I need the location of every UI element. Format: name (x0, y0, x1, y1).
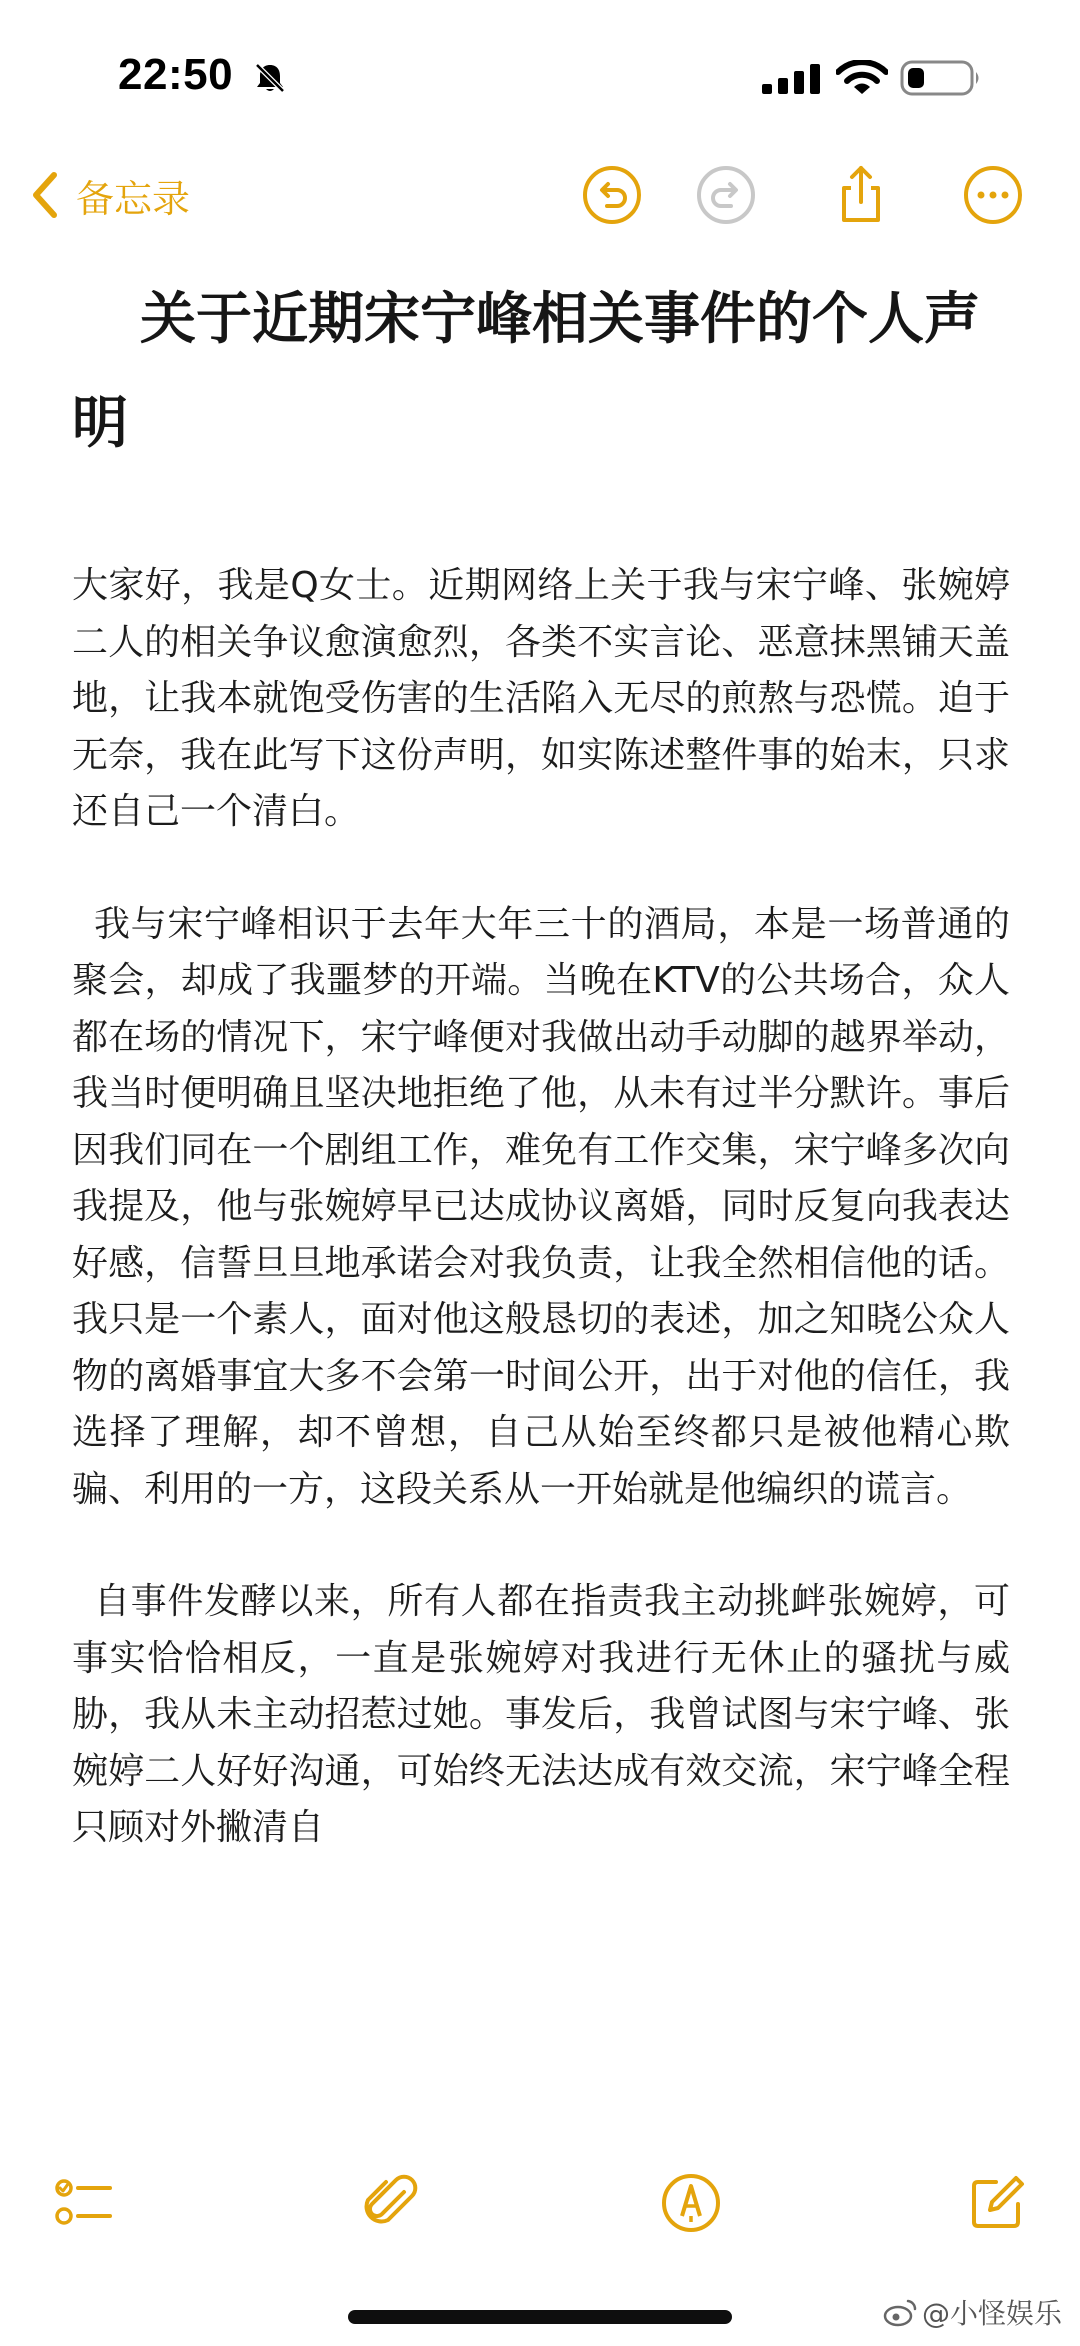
more-icon[interactable] (962, 164, 1024, 226)
markup-icon[interactable] (660, 2172, 722, 2234)
wifi-icon (836, 60, 888, 96)
note-paragraph: 我与宋宁峰相识于去年大年三十的酒局，本是一场普通的聚会，却成了我噩梦的开端。当晚在KTV的公共场合，众人都在场的情况下，宋宁峰便对我做出动手动脚的越界举动，我当时便明确且坚决地拒绝了他，从未有过半分默许。事后因我们同在一个剧组工作，难免有工作交集，宋宁峰多次向我提及，他与张婉婷早已达成协议离婚，同时反复向我表达好感，信誓旦旦地承诺会对我负责，让我全然相信他的话。我只是一个素人，面对他这般恳切的表述，加之知晓公众人物的离婚事宜大多不会第一时间公开，出于对他的信任，我选择了理解，却不曾想，自己从始至终都只是被他精心欺骗、利用的一方，这段关系从一开始就是他编织的谎言。 (72, 903, 1010, 1510)
status-bar (0, 0, 1080, 150)
attachment-icon[interactable] (360, 2172, 422, 2234)
signal-icon (762, 64, 822, 94)
compose-icon[interactable] (966, 2172, 1028, 2234)
back-label: 备忘录 (76, 176, 191, 221)
back-button[interactable] (28, 160, 190, 230)
home-indicator (348, 2310, 732, 2324)
watermark (882, 2292, 1062, 2332)
note-paragraph: 自事件发酵以来，所有人都在指责我主动挑衅张婉婷，可事实恰恰相反，一直是张婉婷对我进行无休止的骚扰与威胁，我从未主动招惹过她。事发后，我曾试图与宋宁峰、张婉婷二人好好沟通，可始终无法达成有效交流，宋宁峰全程只顾对外撇清自 (72, 1581, 1010, 1848)
note-body[interactable] (72, 268, 1010, 1857)
content-fade (0, 2070, 1080, 2160)
share-icon[interactable] (830, 164, 892, 226)
undo-icon[interactable] (581, 164, 643, 226)
weibo-logo-icon (882, 2297, 918, 2327)
note-title: 关于近期宋宁峰相关事件的个人声明 (72, 287, 980, 456)
chevron-left-icon (28, 169, 62, 221)
watermark-text: @小怪娱乐 (921, 2297, 1062, 2330)
bell-slash-icon (252, 60, 288, 96)
nav-bar (0, 150, 1080, 240)
bottom-toolbar (0, 2150, 1080, 2270)
status-time: 22:50 (118, 50, 234, 99)
battery-icon (900, 58, 982, 98)
note-paragraph: 大家好，我是Q女士。近期网络上关于我与宋宁峰、张婉婷二人的相关争议愈演愈烈，各类不实言论、恶意抹黑铺天盖地，让我本就饱受伤害的生活陷入无尽的煎熬与恐慌。迫于无奈，我在此写下这份声明，如实陈述整件事的始末，只求还自己一个清白。 (72, 565, 1010, 832)
checklist-icon[interactable] (52, 2172, 114, 2234)
redo-icon[interactable] (695, 164, 757, 226)
